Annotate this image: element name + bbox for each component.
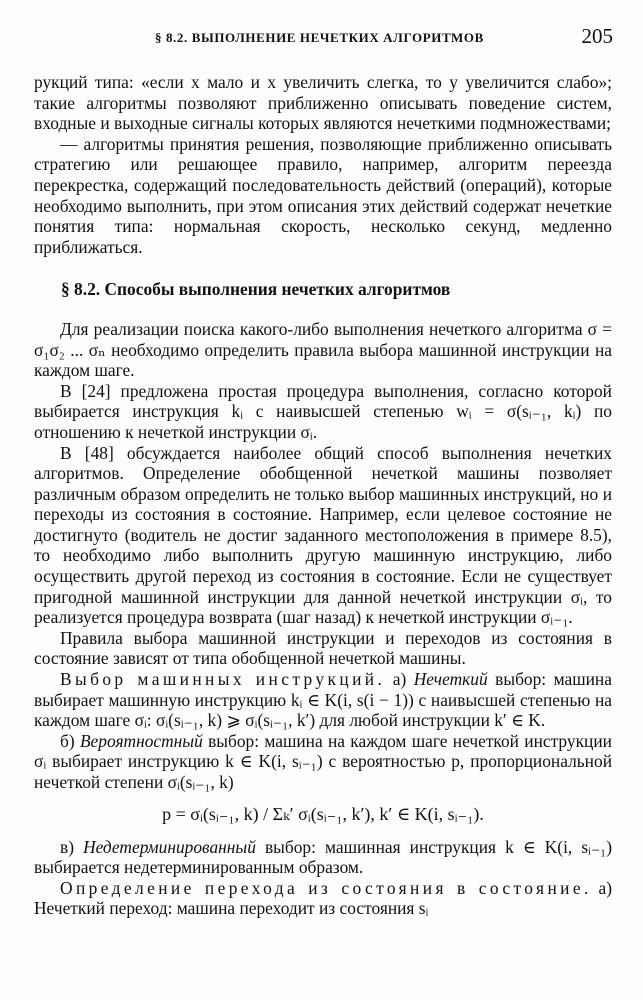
paragraph-selection-rules: Правила выбора машинной инструкции и переходов из состояния в состояние зависят от типа обобщенной нечеткой машины. [34, 627, 612, 669]
paragraph-fuzzy-selection [34, 669, 612, 731]
paragraph-continued: рукций типа: «если x мало и x увеличить слегка, то y увеличится слабо»; такие алгоритмы позволяют приближенно описывать поведение систем, входные и выходные сигналы которых являются нечеткими подмножествами; [34, 72, 612, 134]
run-in-heading-instruction-selection: Выбор машинных инструкций. [60, 669, 386, 690]
probability-formula: p = σᵢ(sᵢ₋₁, k) / Σₖ′ σᵢ(sᵢ₋₁, k′), k′ ∈ K(i, sᵢ₋₁). [162, 803, 484, 824]
list-marker-a: а) [392, 669, 407, 690]
paragraph-decision-algorithms: — алгоритмы принятия решения, позволяющие приближенно описывать стратегию или решающее правило, например, алгоритм переезда перекрестка, содержащий последовательность действий (операций), которые необходимо выполнить, при этом описания этих действий содержат нечеткие понятия типа: нормальная скорость, несколько секунд, медленно приближаться. [34, 133, 612, 257]
list-marker-c: в) [60, 836, 75, 857]
term-probabilistic: Вероятностный [79, 730, 203, 751]
nondeterministic-selection-text: выбор: машинная инструкция k ∈ K(i, sᵢ₋₁) выбирается недетерминированным образом. [34, 836, 612, 878]
probabilistic-selection-text: выбор: машина на каждом шаге нечеткой инструкции σᵢ выбирает инструкцию k ∈ K(i, sᵢ₋₁) с вероятностью p, пропорциональной нечеткой степени σᵢ(sᵢ₋₁, k) [34, 730, 612, 792]
term-nondeterministic: Недетерминированный [83, 836, 256, 857]
paragraph-general-method: В [48] обсуждается наиболее общий способ выполнения нечетких алгоритмов. Определение обобщенной нечеткой машины позволяет различным образом определить не только выбор машинных инструкций, но и переходы из состояния в состояние. Например, если целевое состояние не достигнуто (водитель не достиг заданного местоположения в примере 8.5), то необходимо либо выполнить другую машинную инструкцию, либо осуществить другой переход из состояния в состояние. Если не существует пригодной машинной инструкции для данной нечеткой инструкции σᵢ, то реализуется процедура возврата (шаг назад) к нечеткой инструкции σᵢ₋₁. [34, 442, 612, 628]
paragraph-search-execution: Для реализации поиска какого-либо выполнения нечеткого алгоритма σ = σ₁σ₂ ... σₙ необходимо определить правила выбора машинной инструкции на каждом шаге. [34, 318, 612, 381]
list-marker-b: б) [60, 730, 75, 751]
section-heading: § 8.2. Способы выполнения нечетких алгоритмов [61, 279, 451, 300]
run-in-heading-state-transition: Определение перехода из состояния в состояние. [60, 877, 592, 898]
paragraph-state-transition [34, 878, 612, 919]
paragraph-simple-procedure: В [24] предложена простая процедура выполнения, согласно которой выбирается инструкция kᵢ с наивысшей степенью wᵢ = σ(sᵢ₋₁, kᵢ) по отношению к нечеткой инструкции σᵢ. [34, 380, 612, 442]
body-text [34, 72, 612, 919]
fuzzy-selection-text: выбор: машина выбирает машинную инструкцию kᵢ ∈ K(i, s(i − 1)) с наивысшей степенью на каждом шаге σᵢ: σᵢ(sᵢ₋₁, k) ⩾ σᵢ(sᵢ₋₁, k′) для любой инструкции k′ ∈ K. [34, 669, 612, 731]
page-number: 205 [581, 24, 613, 48]
page-header [60, 24, 613, 52]
state-transition-text: а) Нечеткий переход: машина переходит из состояния sᵢ [34, 877, 612, 919]
paragraph-nondeterministic-selection [34, 837, 612, 878]
paragraph-probabilistic-selection [34, 731, 612, 793]
term-fuzzy: Нечеткий [413, 669, 488, 690]
running-head: § 8.2. ВЫПОЛНЕНИЕ НЕЧЕТКИХ АЛГОРИТМОВ [155, 30, 484, 45]
